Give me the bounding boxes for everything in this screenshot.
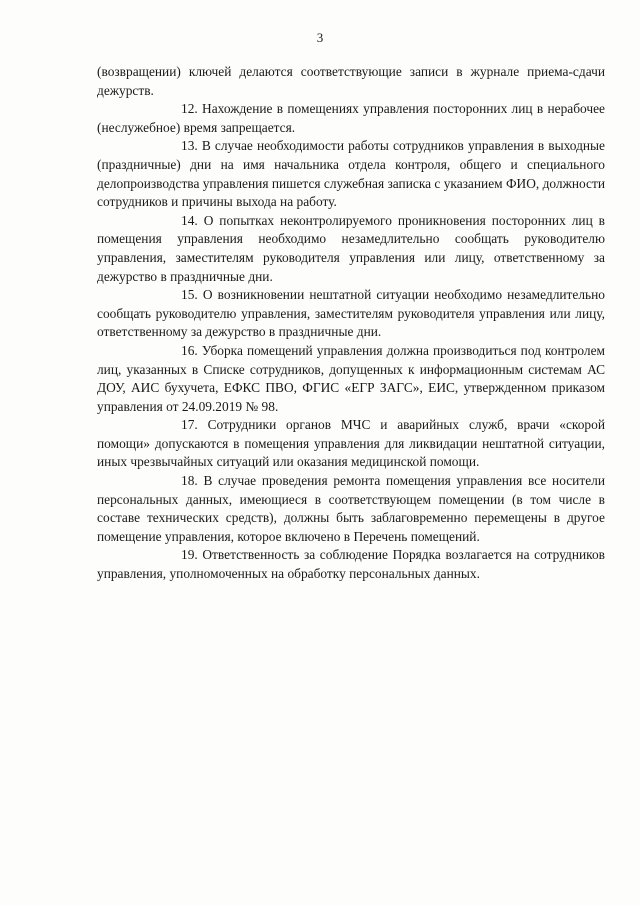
paragraph-text: (возвращении) ключей делаются соответствующие записи в журнале приема-сдачи дежурств. [97, 64, 605, 98]
paragraph-text: В случае необходимости работы сотрудников управления в выходные (праздничные) дни на имя начальника отдела контроля, общего и специального делопроизводства управления пишется служебная записка с указанием ФИО, должности сотрудников и причины выхода на работу. [97, 138, 606, 210]
page-number: 3 [316, 30, 324, 45]
paragraph-text: Ответственность за соблюдение Порядка возлагается на сотрудников управления, уполномоченных на обработку персональных данных. [97, 547, 605, 582]
paragraph-text: Уборка помещений управления должна производиться под контролем лиц, указанных в Списке сотрудников, допущенных к информационным системам АС ДОУ, АИС бухучета, ЕФКС ПВО, ФГИС «ЕГР ЗАГС», ЕИС, утвержденном приказом управления от 24.09.2019 № 98. [97, 342, 606, 414]
paragraph-text: Сотрудники органов МЧС и аварийных служб, врачи «скорой помощи» допускаются в помещения управления для ликвидации нештатной ситуации, иных чрезвычайных ситуаций или оказания медицинской помощи. [97, 417, 605, 470]
paragraph-text: В случае проведения ремонта помещения управления все носители персональных данных, имеющиеся в соответствующем помещении (в том числе в составе технических средств), должны быть заблаговременно перемещены в другое помещение управления, которое включено в Перечень помещений. [97, 473, 605, 544]
paragraph-17 [97, 416, 605, 472]
paragraph-text: О возникновении нештатной ситуации необходимо незамедлительно сообщать руководителю управления, заместителям руководителя управления или лицу, ответственному за дежурство в праздничные дни. [97, 287, 605, 340]
paragraph-18 [97, 472, 605, 546]
paragraph-text: О попытках неконтролируемого проникновения посторонних лиц в помещения управления необходимо незамедлительно сообщать руководителю управления, заместителям руководителя управления или лицу, ответственному за дежурство в праздничные дни. [97, 212, 605, 284]
paragraph-number: 12. [181, 101, 198, 117]
paragraph-number: 19. [181, 547, 198, 563]
paragraph-13 [97, 137, 605, 211]
paragraph-number: 16. [181, 342, 198, 358]
document-body [97, 63, 605, 584]
paragraph-continuation [97, 63, 605, 100]
paragraph-19 [97, 546, 605, 583]
paragraph-14 [97, 212, 605, 286]
paragraph-number: 15. [181, 287, 198, 303]
paragraph-number: 13. [181, 138, 198, 154]
paragraph-16 [97, 342, 605, 416]
paragraph-number: 14. [181, 212, 198, 228]
paragraph-12 [97, 100, 605, 137]
paragraph-number: 17. [181, 417, 198, 433]
paragraph-text: Нахождение в помещениях управления посторонних лиц в нерабочее (неслужебное) время запрещается. [97, 101, 605, 135]
paragraph-number: 18. [181, 473, 198, 489]
paragraph-15 [97, 286, 605, 342]
